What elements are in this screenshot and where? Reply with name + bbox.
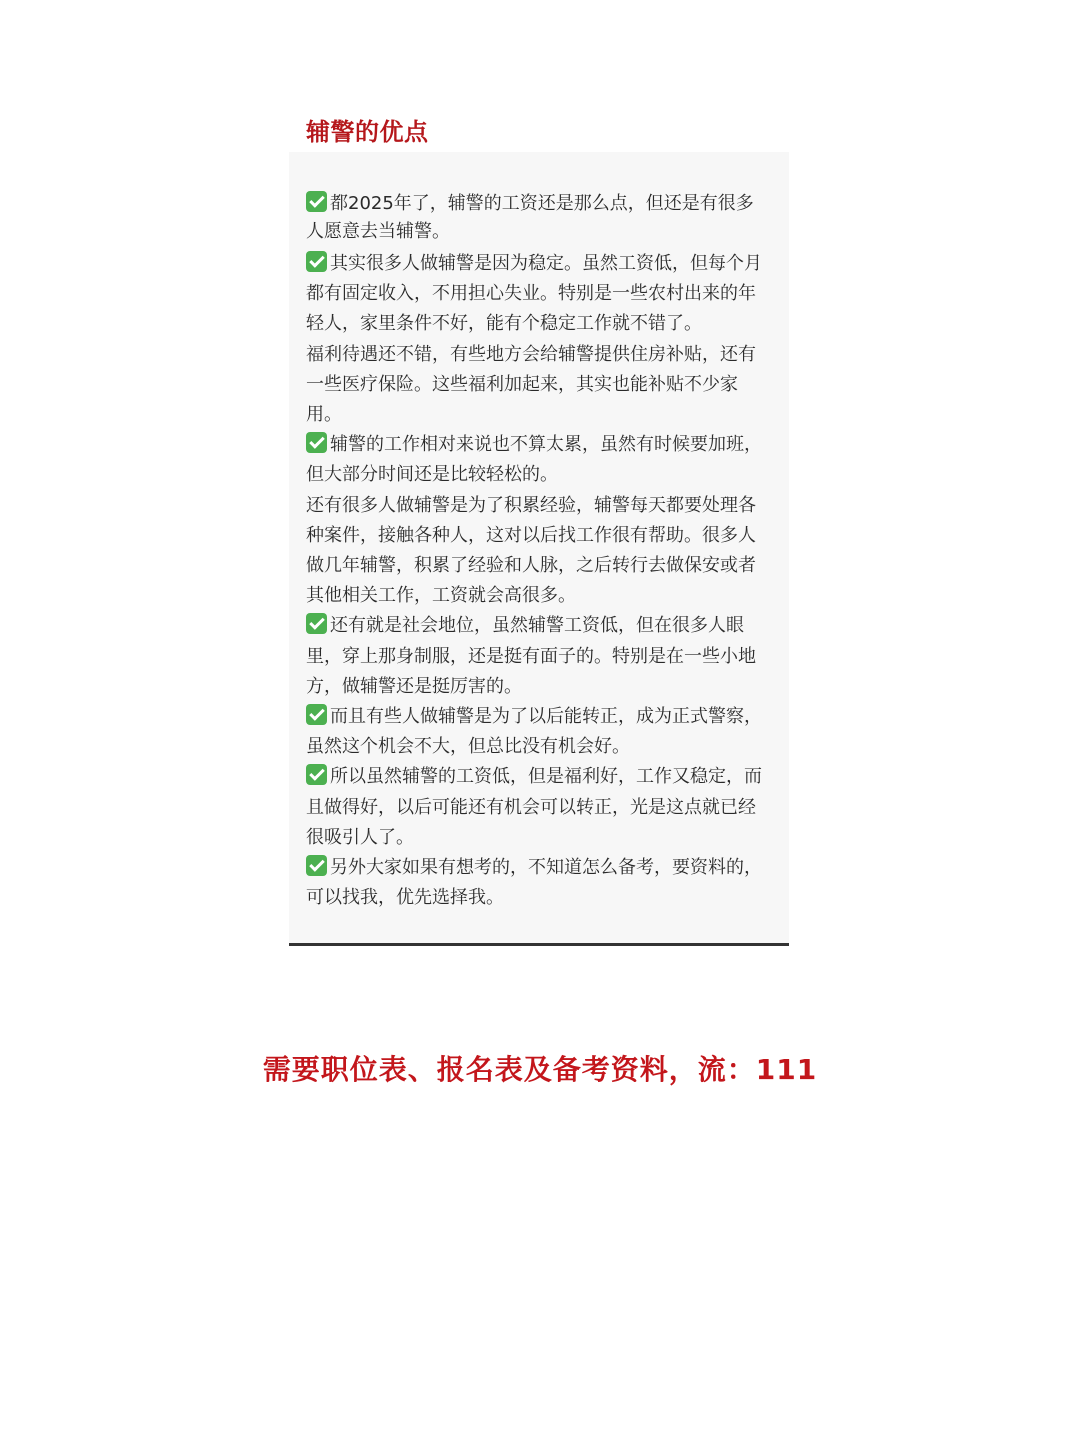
paragraph-7 xyxy=(306,702,768,762)
paragraph-6 xyxy=(306,611,768,702)
paragraph-text: 福利待遇还不错，有些地方会给辅警提供住房补贴，还有一些医疗保险。这些福利加起来，其实也能补贴不少家用。 xyxy=(306,343,756,426)
paragraph-8 xyxy=(306,762,768,853)
check-mark-icon xyxy=(306,855,327,876)
check-mark-icon xyxy=(306,251,327,272)
paragraph-text: 而且有些人做辅警是为了以后能转正，成为正式警察，虽然这个机会不大，但总比没有机会好。 xyxy=(306,706,762,758)
paragraph-text: 还有很多人做辅警是为了积累经验，辅警每天都要处理各种案件，接触各种人，这对以后找工作很有帮助。很多人做几年辅警，积累了经验和人脉，之后转行去做保安或者其他相关工作，工资就会高很多。 xyxy=(306,494,756,607)
check-mark-icon xyxy=(306,613,327,634)
paragraph-3 xyxy=(306,340,768,431)
paragraph-text: 所以虽然辅警的工资低，但是福利好，工作又稳定，而且做得好，以后可能还有机会可以转正，光是这点就已经很吸引人了。 xyxy=(306,766,762,848)
paragraph-text: 还有就是社会地位，虽然辅警工资低，但在很多人眼里，穿上那身制服，还是挺有面子的。特别是在一些小地方，做辅警还是挺厉害的。 xyxy=(306,615,756,697)
paragraph-text: 其实很多人做辅警是因为稳定。虽然工资低，但每个月都有固定收入，不用担心失业。特别是一些农村出来的年轻人，家里条件不好，能有个稳定工作就不错了。 xyxy=(306,253,762,335)
article-title: 辅警的优点 xyxy=(306,118,429,146)
paragraph-text: 辅警的工作相对来说也不算太累，虽然有时候要加班，但大部分时间还是比较轻松的。 xyxy=(306,434,762,486)
paragraph-4 xyxy=(306,430,768,490)
paragraph-text: 都2025年了，辅警的工资还是那么点，但还是有很多人愿意去当辅警。 xyxy=(306,193,754,242)
paragraph-2 xyxy=(306,249,768,340)
footer-note: 需要职位表、报名表及备考资料，流：111 xyxy=(262,1053,818,1086)
check-mark-icon xyxy=(306,432,327,453)
paragraph-text: 另外大家如果有想考的，不知道怎么备考，要资料的，可以找我，优先选择我。 xyxy=(306,857,762,909)
paragraph-1 xyxy=(306,190,768,246)
check-mark-icon xyxy=(306,704,327,725)
article-body xyxy=(306,190,768,913)
paragraph-9 xyxy=(306,853,768,913)
check-mark-icon xyxy=(306,764,327,785)
paragraph-5 xyxy=(306,491,768,612)
check-mark-icon xyxy=(306,191,327,212)
